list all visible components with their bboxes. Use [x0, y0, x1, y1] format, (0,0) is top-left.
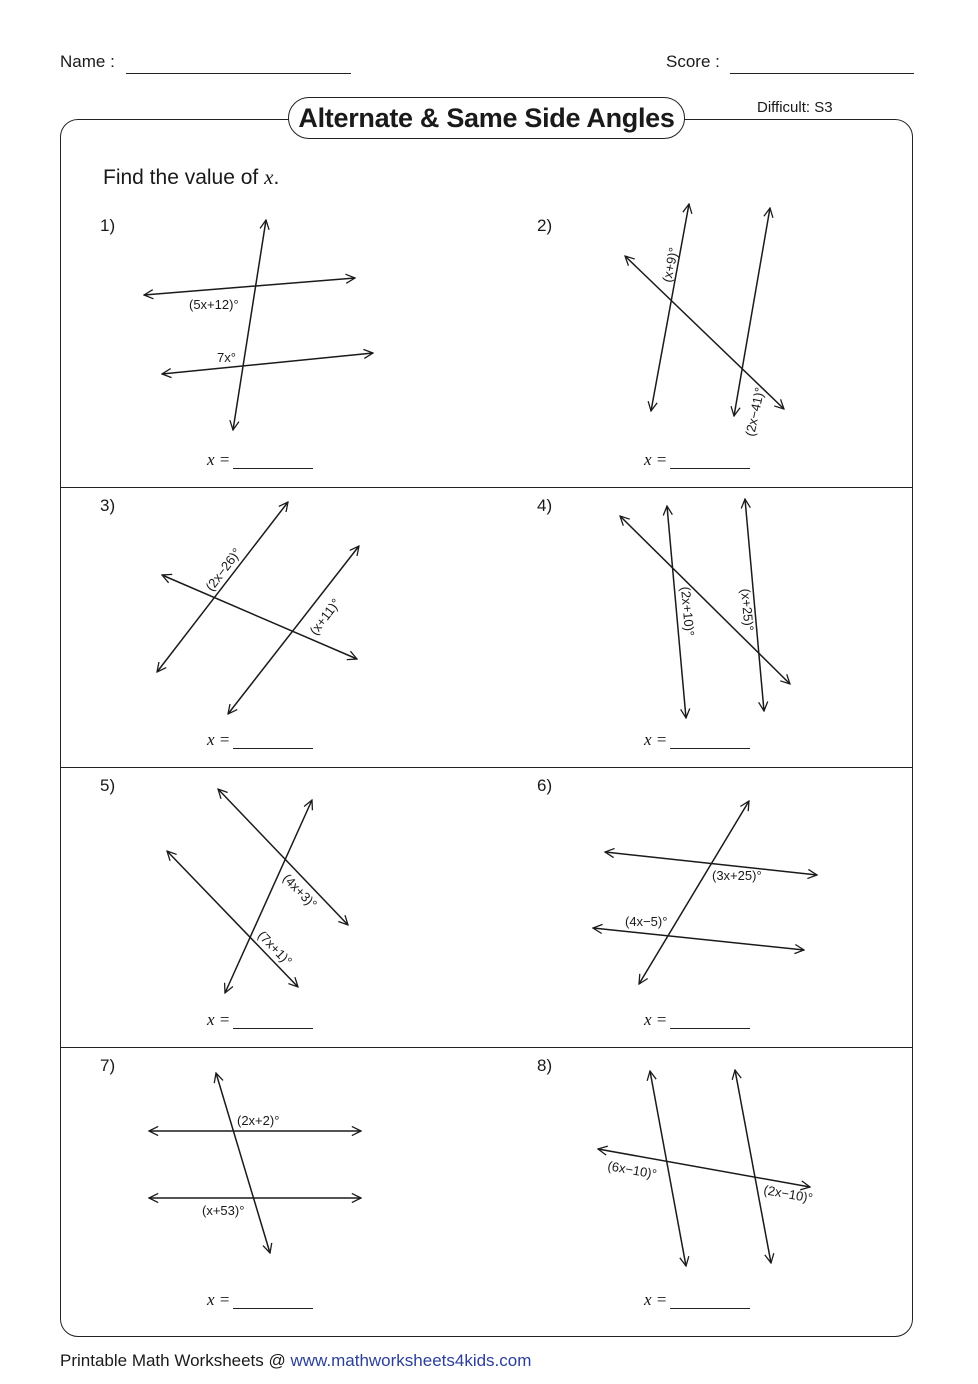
p1-transversal [233, 220, 266, 430]
p6-label-a: (3x+25)° [712, 868, 762, 883]
problem-4-number: 4) [537, 496, 553, 515]
p7-label-b: (x+53)° [202, 1203, 245, 1218]
problem-1-number: 1) [100, 216, 116, 235]
problem-1-answer-label: x = [207, 450, 231, 469]
p3-line-a [157, 502, 288, 672]
problem-3-number: 3) [100, 496, 116, 515]
problem-3-answer-label: x = [207, 730, 231, 749]
p8-line-b [735, 1070, 771, 1263]
p7-transversal [216, 1073, 270, 1253]
p4-transversal [620, 516, 790, 684]
p5-line-b [167, 851, 298, 987]
worksheet-title: Alternate & Same Side Angles [288, 97, 685, 139]
p5-label-a: (4x+3)° [279, 870, 321, 912]
instruction-text: Find the value of [103, 166, 259, 189]
footer-text: Printable Math Worksheets @ [60, 1351, 291, 1370]
p3-line-b [228, 546, 359, 714]
p5-line-a [218, 789, 348, 925]
problem-4-answer-label: x = [644, 730, 668, 749]
difficulty-label: Difficult: S3 [757, 99, 833, 116]
instruction-end: . [273, 166, 280, 189]
p2-label-b: (2x−41)° [742, 385, 768, 438]
score-label: Score : [666, 52, 720, 71]
instruction-variable: x [264, 165, 274, 189]
p1-line-b [162, 353, 373, 374]
problem-6-number: 6) [537, 776, 553, 795]
problem-5-answer-label: x = [207, 1010, 231, 1029]
p1-label-a: (5x+12)° [189, 297, 239, 312]
p2-transversal [625, 256, 784, 409]
problem-2-number: 2) [537, 216, 553, 235]
p7-label-a: (2x+2)° [237, 1113, 280, 1128]
problem-5-number: 5) [100, 776, 116, 795]
problem-8-number: 8) [537, 1056, 553, 1075]
p6-line-b [593, 928, 804, 950]
p4-label-b: (x+25)° [738, 587, 757, 632]
p6-transversal [639, 801, 749, 984]
p5-label-b: (7x+1)° [254, 927, 296, 969]
p3-label-a: (2x−26)° [202, 545, 245, 594]
problem-2-answer-label: x = [644, 450, 668, 469]
problem-6-answer-label: x = [644, 1010, 668, 1029]
problem-7-number: 7) [100, 1056, 116, 1075]
problem-7-answer-label: x = [207, 1290, 231, 1309]
p2-label-a: (x+9)° [659, 246, 682, 284]
p1-line-a [144, 278, 355, 295]
name-label: Name : [60, 52, 115, 71]
p8-label-b: (2x−10)° [762, 1182, 814, 1206]
footer-link[interactable]: www.mathworksheets4kids.com [290, 1351, 532, 1370]
p8-label-a: (6x−10)° [606, 1158, 658, 1182]
p6-label-b: (4x−5)° [625, 914, 668, 929]
p2-line-a [651, 204, 689, 411]
footer [60, 1351, 531, 1371]
p1-label-b: 7x° [217, 350, 236, 365]
p4-label-a: (2x+10)° [678, 585, 698, 637]
problem-8-answer-label: x = [644, 1290, 668, 1309]
p2-line-b [734, 208, 770, 416]
p3-label-b: (x+11)° [306, 595, 344, 638]
